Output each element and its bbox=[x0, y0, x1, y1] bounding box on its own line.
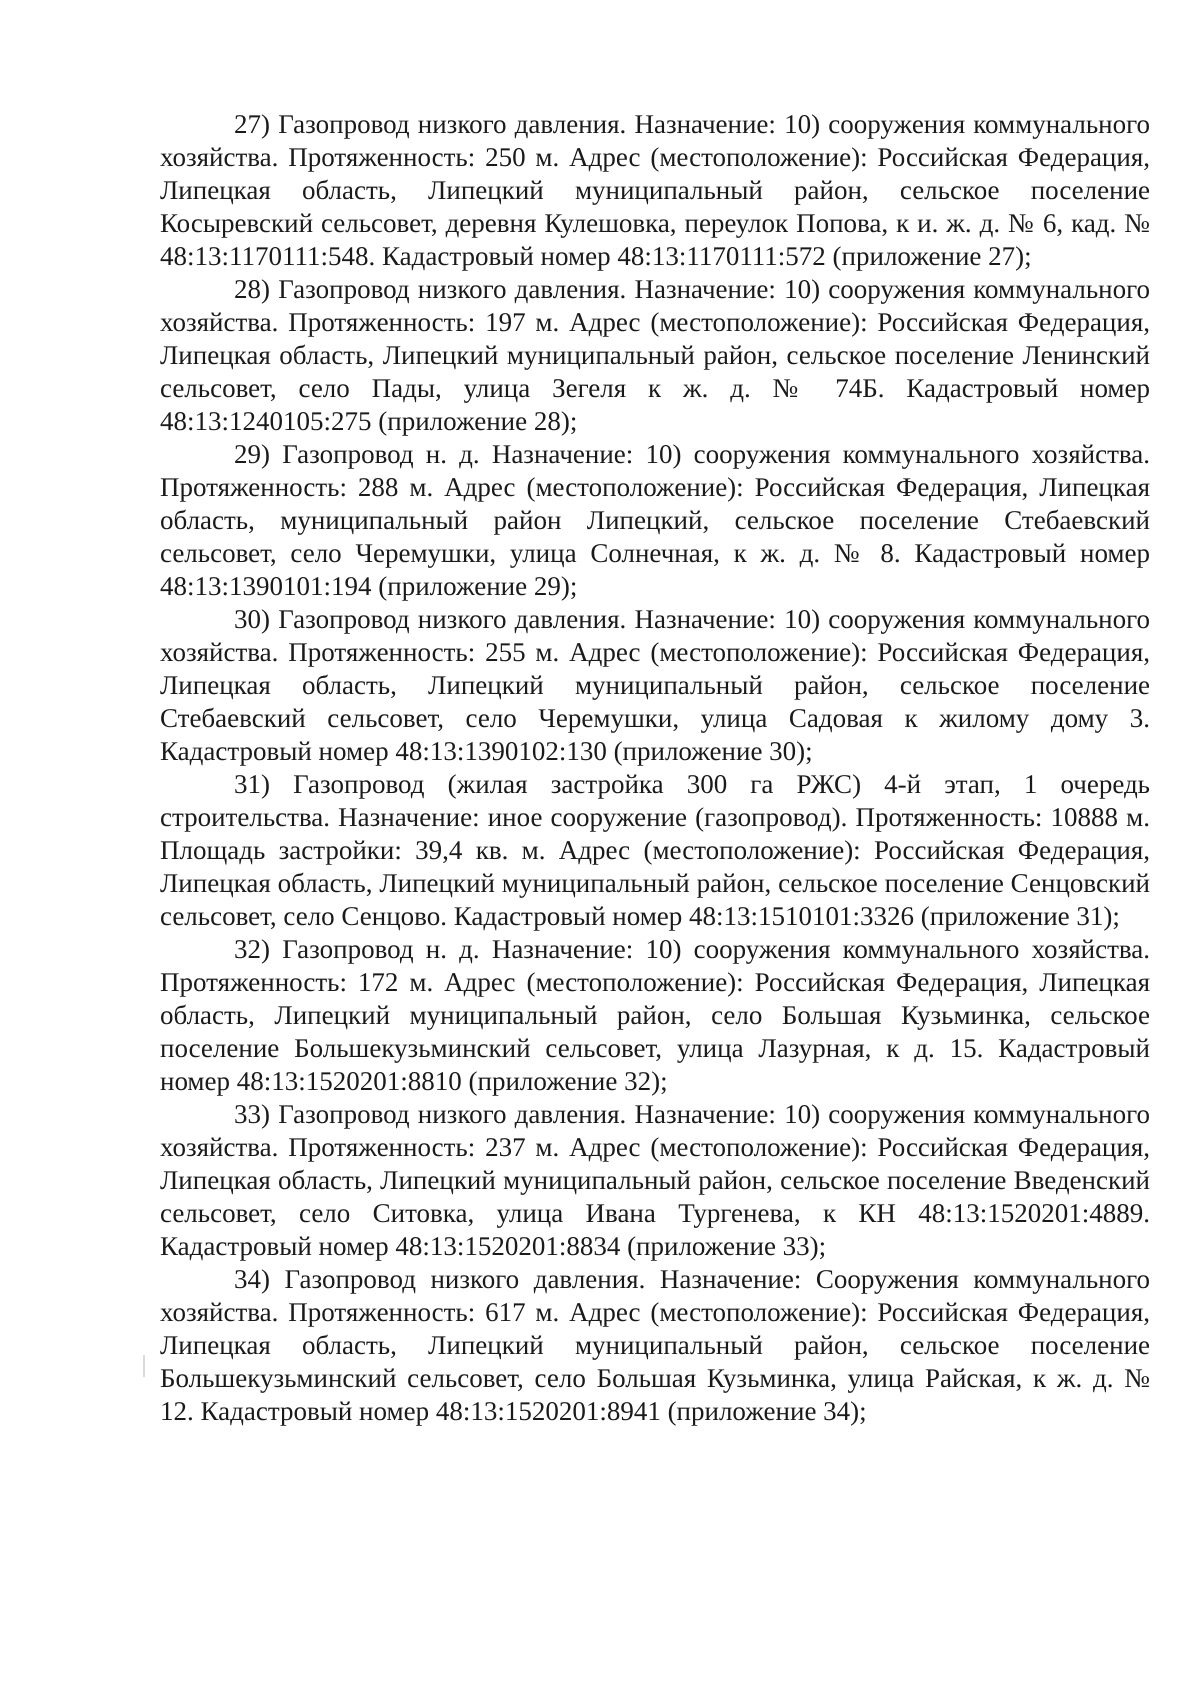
item-text: Газопровод низкого давления. Назначение: 10) сооружения коммунального хозяйства. Протяженность: 197 м. Адрес (местоположение): Российская Федерация, Липецкая область, Липецкий муниципальный район, сельское поселение Ленинский сельсовет, село Пады, улица Зегеля к ж. д. № 74Б. Кадастровый номер 48:13:1240105:275 (приложение 28); bbox=[160, 274, 1151, 436]
item-number: 27) bbox=[234, 109, 270, 139]
list-item-32 bbox=[160, 933, 1150, 1098]
document-body bbox=[160, 108, 1150, 1428]
item-text: Газопровод низкого давления. Назначение: Сооружения коммунального хозяйства. Протяженность: 617 м. Адрес (местоположение): Российская Федерация, Липецкая область, Липецкий муниципальный район, сельское поселение Большекузьминский сельсовет, село Большая Кузьминка, улица Райская, к ж. д. № 12. Кадастровый номер 48:13:1520201:8941 (приложение 34); bbox=[160, 1264, 1150, 1426]
item-text: Газопровод низкого давления. Назначение: 10) сооружения коммунального хозяйства. Протяженность: 250 м. Адрес (местоположение): Российская Федерация, Липецкая область, Липецкий муниципальный район, сельское поселение Косыревский сельсовет, деревня Кулешовка, переулок Попова, к и. ж. д. № 6, кад. № 48:13:1170111:548. Кадастровый номер 48:13:1170111:572 (приложение 27); bbox=[160, 109, 1151, 271]
item-text: Газопровод низкого давления. Назначение: 10) сооружения коммунального хозяйства. Протяженность: 255 м. Адрес (местоположение): Российская Федерация, Липецкая область, Липецкий муниципальный район, сельское поселение Стебаевский сельсовет, село Черемушки, улица Садовая к жилому дому 3. Кадастровый номер 48:13:1390102:130 (приложение 30); bbox=[160, 604, 1151, 766]
list-item-30 bbox=[160, 603, 1150, 768]
item-text: Газопровод низкого давления. Назначение: 10) сооружения коммунального хозяйства. Протяженность: 237 м. Адрес (местоположение): Российская Федерация, Липецкая область, Липецкий муниципальный район, сельское поселение Введенский сельсовет, село Ситовка, улица Ивана Тургенева, к КН 48:13:1520201:4889. Кадастровый номер 48:13:1520201:8834 (приложение 33); bbox=[160, 1099, 1151, 1261]
item-number: 33) bbox=[234, 1099, 270, 1129]
list-item-31 bbox=[160, 768, 1150, 933]
item-number: 31) bbox=[234, 769, 270, 799]
scan-artifact-mark bbox=[143, 1355, 145, 1377]
item-number: 30) bbox=[234, 604, 270, 634]
item-text: Газопровод н. д. Назначение: 10) сооружения коммунального хозяйства. Протяженность: 172 м. Адрес (местоположение): Российская Федерация, Липецкая область, Липецкий муниципальный район, село Большая Кузьминка, сельское поселение Большекузьминский сельсовет, улица Лазурная, к д. 15. Кадастровый номер 48:13:1520201:8810 (приложение 32); bbox=[160, 934, 1150, 1096]
list-item-29 bbox=[160, 438, 1150, 603]
list-item-28 bbox=[160, 273, 1150, 438]
item-number: 34) bbox=[234, 1264, 270, 1294]
item-number: 28) bbox=[234, 274, 270, 304]
item-text: Газопровод н. д. Назначение: 10) сооружения коммунального хозяйства. Протяженность: 288 м. Адрес (местоположение): Российская Федерация, Липецкая область, муниципальный район Липецкий, сельское поселение Стебаевский сельсовет, село Черемушки, улица Солнечная, к ж. д. № 8. Кадастровый номер 48:13:1390101:194 (приложение 29); bbox=[160, 439, 1150, 601]
list-item-34 bbox=[160, 1263, 1150, 1428]
item-number: 32) bbox=[234, 934, 270, 964]
item-number: 29) bbox=[234, 439, 270, 469]
list-item-33 bbox=[160, 1098, 1150, 1263]
list-item-27 bbox=[160, 108, 1150, 273]
item-text: Газопровод (жилая застройка 300 га РЖС) 4-й этап, 1 очередь строительства. Назначение: иное сооружение (газопровод). Протяженность: 10888 м. Площадь застройки: 39,4 кв. м. Адрес (местоположение): Российская Федерация, Липецкая область, Липецкий муниципальный район, сельское поселение Сенцовский сельсовет, село Сенцово. Кадастровый номер 48:13:1510101:3326 (приложение 31); bbox=[160, 769, 1151, 931]
